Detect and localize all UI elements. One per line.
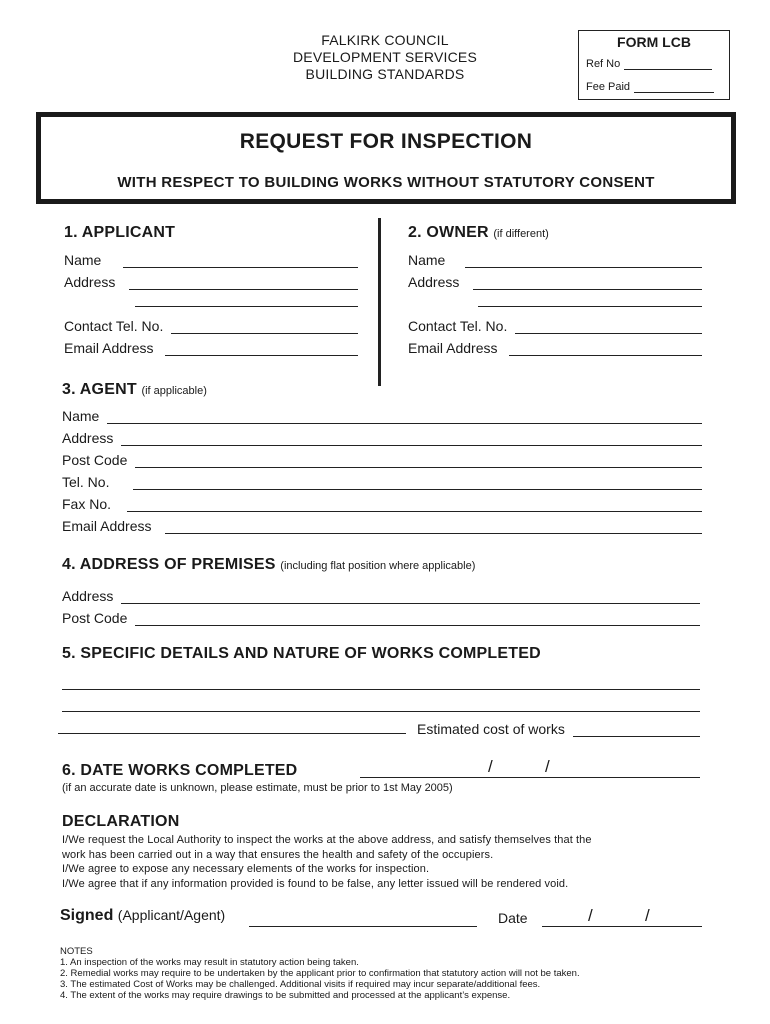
date-separator: / bbox=[488, 757, 493, 776]
applicant-name-row bbox=[64, 250, 358, 268]
date-completed-heading: 6. DATE WORKS COMPLETED bbox=[62, 762, 298, 779]
declaration-line: I/We request the Local Authority to inspect the works at the above address, and satisfy themselves that the bbox=[62, 834, 592, 846]
declaration-text bbox=[62, 833, 722, 891]
date-completed-field[interactable] bbox=[360, 777, 700, 778]
applicant-address-field[interactable] bbox=[129, 278, 358, 290]
council-line: BUILDING STANDARDS bbox=[305, 66, 465, 82]
owner-tel-row bbox=[408, 316, 702, 334]
premises-postcode-field[interactable] bbox=[135, 614, 700, 626]
page-title: REQUEST FOR INSPECTION bbox=[239, 130, 533, 153]
agent-heading-text: 3. AGENT bbox=[62, 381, 137, 398]
agent-tel-field[interactable] bbox=[133, 478, 702, 490]
agent-fax-label: Fax No. bbox=[62, 496, 112, 512]
declaration-line: work has been carried out in a way that ensures the health and safety of the occupiers. bbox=[62, 848, 494, 861]
applicant-address-label: Address bbox=[64, 274, 116, 290]
agent-postcode-row bbox=[62, 450, 702, 468]
applicant-heading: 1. APPLICANT bbox=[64, 224, 176, 241]
agent-heading-note: (if applicable) bbox=[141, 385, 207, 397]
owner-heading bbox=[408, 224, 549, 242]
works-details-line-1[interactable] bbox=[62, 689, 700, 690]
agent-fax-row bbox=[62, 494, 702, 512]
premises-postcode-label: Post Code bbox=[62, 610, 128, 626]
note-item: 2. Remedial works may require to be undertaken by the applicant prior to confirmation that statutory action will not be taken. bbox=[60, 968, 580, 979]
owner-email-row bbox=[408, 338, 702, 356]
fee-paid-label: Fee Paid bbox=[586, 81, 631, 93]
applicant-tel-row bbox=[64, 316, 358, 334]
owner-email-field[interactable] bbox=[509, 344, 702, 356]
agent-fax-field[interactable] bbox=[127, 500, 702, 512]
declaration-line: I/We agree that if any information provided is found to be false, any letter issued will be rendered void. bbox=[62, 877, 569, 890]
agent-tel-label: Tel. No. bbox=[62, 474, 110, 490]
owner-tel-field[interactable] bbox=[515, 322, 702, 334]
council-line: FALKIRK COUNCIL bbox=[321, 32, 449, 48]
works-heading: 5. SPECIFIC DETAILS AND NATURE OF WORKS COMPLETED bbox=[62, 645, 541, 662]
signed-who: (Applicant/Agent) bbox=[117, 907, 226, 923]
date-completed-note: (if an accurate date is unknown, please estimate, must be prior to 1st May 2005) bbox=[62, 782, 453, 794]
agent-name-row bbox=[62, 406, 702, 424]
agent-postcode-field[interactable] bbox=[135, 456, 702, 468]
works-cost-field[interactable] bbox=[573, 725, 700, 737]
owner-email-label: Email Address bbox=[408, 340, 498, 356]
agent-email-label: Email Address bbox=[62, 518, 152, 534]
agent-email-field[interactable] bbox=[165, 522, 702, 534]
notes-heading: NOTES bbox=[60, 946, 93, 957]
premises-heading-text: 4. ADDRESS OF PREMISES bbox=[62, 556, 276, 573]
date-separator: / bbox=[588, 906, 593, 925]
applicant-name-field[interactable] bbox=[123, 256, 358, 268]
agent-heading bbox=[62, 381, 207, 399]
note-item: 1. An inspection of the works may result in statutory action being taken. bbox=[60, 957, 359, 968]
applicant-email-row bbox=[64, 338, 358, 356]
form-ref-box bbox=[578, 30, 730, 100]
ref-no-row bbox=[586, 58, 712, 70]
signed-label bbox=[60, 907, 225, 925]
premises-address-row bbox=[62, 586, 700, 604]
notes-section bbox=[60, 946, 750, 1001]
declaration-line: I/We agree to expose any necessary elements of the works for inspection. bbox=[62, 863, 430, 875]
owner-name-row bbox=[408, 250, 702, 268]
agent-address-field[interactable] bbox=[121, 434, 702, 446]
council-header bbox=[250, 32, 520, 83]
premises-heading-note: (including flat position where applicable) bbox=[280, 560, 476, 572]
applicant-name-label: Name bbox=[64, 252, 102, 268]
premises-address-field[interactable] bbox=[121, 592, 700, 604]
form-code: FORM LCB bbox=[617, 34, 691, 50]
title-box bbox=[36, 112, 736, 204]
signature-date-label: Date bbox=[498, 910, 528, 926]
works-cost-label: Estimated cost of works bbox=[417, 721, 565, 737]
agent-tel-row bbox=[62, 472, 702, 490]
agent-name-field[interactable] bbox=[107, 412, 702, 424]
owner-name-field[interactable] bbox=[465, 256, 702, 268]
agent-address-label: Address bbox=[62, 430, 114, 446]
signature-date-field[interactable] bbox=[542, 926, 702, 927]
applicant-address-field-2[interactable] bbox=[135, 306, 358, 307]
owner-address-field-2[interactable] bbox=[478, 306, 702, 307]
applicant-tel-field[interactable] bbox=[171, 322, 358, 334]
ref-no-field[interactable] bbox=[624, 60, 712, 70]
owner-heading-note: (if different) bbox=[493, 228, 549, 240]
agent-name-label: Name bbox=[62, 408, 100, 424]
owner-heading-text: 2. OWNER bbox=[408, 224, 489, 241]
owner-tel-label: Contact Tel. No. bbox=[408, 318, 508, 334]
applicant-email-field[interactable] bbox=[165, 344, 358, 356]
applicant-email-label: Email Address bbox=[64, 340, 154, 356]
council-line: DEVELOPMENT SERVICES bbox=[293, 49, 477, 65]
signed-text: Signed bbox=[60, 907, 114, 924]
applicant-tel-label: Contact Tel. No. bbox=[64, 318, 164, 334]
note-item: 4. The extent of the works may require drawings to be submitted and processed at the applicant’s expense. bbox=[60, 990, 511, 1001]
declaration-heading: DECLARATION bbox=[62, 813, 180, 830]
premises-heading bbox=[62, 556, 475, 574]
note-item: 3. The estimated Cost of Works may be challenged. Additional visits if required may incur separate/additional fees. bbox=[60, 979, 541, 990]
works-details-line-3[interactable] bbox=[58, 733, 406, 734]
signature-field[interactable] bbox=[249, 926, 477, 927]
applicant-address-row bbox=[64, 272, 358, 290]
owner-address-field[interactable] bbox=[473, 278, 702, 290]
works-cost-row bbox=[417, 719, 700, 737]
column-divider bbox=[378, 218, 381, 386]
page-subtitle: WITH RESPECT TO BUILDING WORKS WITHOUT STATUTORY CONSENT bbox=[117, 174, 655, 191]
fee-paid-row bbox=[586, 81, 714, 93]
agent-address-row bbox=[62, 428, 702, 446]
premises-postcode-row bbox=[62, 608, 700, 626]
owner-name-label: Name bbox=[408, 252, 446, 268]
fee-paid-field[interactable] bbox=[634, 83, 714, 93]
works-details-line-2[interactable] bbox=[62, 711, 700, 712]
premises-address-label: Address bbox=[62, 588, 114, 604]
date-separator: / bbox=[545, 757, 550, 776]
date-separator: / bbox=[645, 906, 650, 925]
agent-postcode-label: Post Code bbox=[62, 452, 128, 468]
agent-email-row bbox=[62, 516, 702, 534]
ref-no-label: Ref No bbox=[586, 58, 621, 70]
owner-address-label: Address bbox=[408, 274, 460, 290]
owner-address-row bbox=[408, 272, 702, 290]
